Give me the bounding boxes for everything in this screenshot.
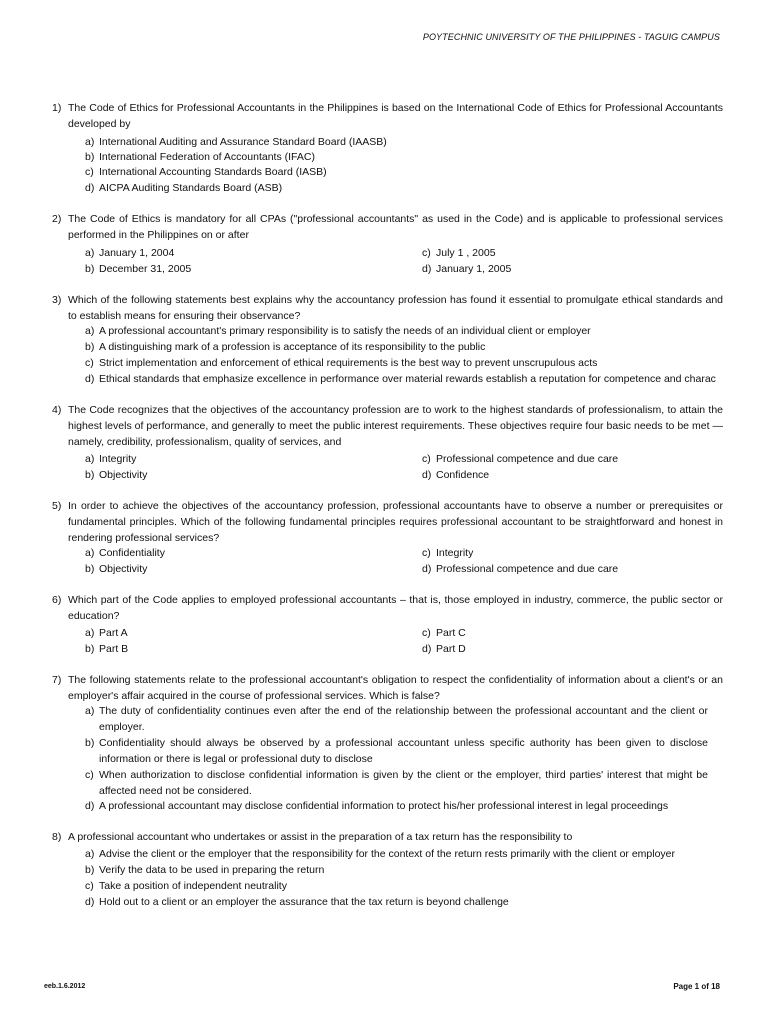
question-stem: The following statements relate to the professional accountant's obligation to respect the confidentiality of information about a client's or an employer's affair acquired in the course of professional services. Which is false? bbox=[68, 674, 723, 702]
question-stem: The Code of Ethics is mandatory for all CPAs ("professional accountants" as used in the Code) and is applicable to professional services performed in the Philippines on or after bbox=[68, 213, 723, 241]
option-8c: c) Take a position of independent neutrality bbox=[85, 880, 287, 892]
option-3a: a) A professional accountant's primary responsibility is to satisfy the needs of an individual client or employer bbox=[85, 325, 591, 337]
option-5c: c) Integrity bbox=[422, 547, 474, 559]
question-number: 8) bbox=[52, 831, 62, 843]
option-3c: c) Strict implementation and enforcement of ethical requirements is the best way to prevent unscrupulous acts bbox=[85, 357, 598, 369]
option-6c: c) Part C bbox=[422, 627, 466, 639]
option-7b: b) Confidentiality should always be observed by a professional accountant unless specific authority has been given to disclose information or there is legal or professional duty to disclose bbox=[85, 737, 708, 765]
option-3d: d) Ethical standards that emphasize excellence in performance over material rewards establish a reputation for competence and charac bbox=[85, 373, 716, 385]
option-8a: a) Advise the client or the employer that the responsibility for the context of the return rests primarily with the client or employer bbox=[85, 848, 676, 860]
question-number: 7) bbox=[52, 674, 62, 686]
question-number: 3) bbox=[52, 294, 62, 306]
question-stem: A professional accountant who undertakes or assist in the preparation of a tax return has the responsibility to bbox=[68, 831, 573, 843]
option-3b: b) A distinguishing mark of a profession is acceptance of its responsibility to the public bbox=[85, 341, 486, 353]
option-2c: c) July 1 , 2005 bbox=[422, 247, 496, 259]
option-6a: a) Part A bbox=[85, 627, 128, 639]
question-number: 1) bbox=[52, 102, 62, 114]
option-2b: b) December 31, 2005 bbox=[85, 263, 192, 275]
page-header-institution: POYTECHNIC UNIVERSITY OF THE PHILIPPINES - TAGUIG CAMPUS bbox=[422, 32, 720, 42]
option-1b: b) International Federation of Accountants (IFAC) bbox=[85, 151, 315, 163]
footer-page-number: Page 1 of 18 bbox=[673, 982, 720, 991]
option-7a: a) The duty of confidentiality continues even after the end of the relationship between the professional accountant and the client or employer. bbox=[85, 705, 708, 733]
question-number: 5) bbox=[52, 500, 62, 512]
option-4a: a) Integrity bbox=[85, 453, 137, 465]
option-1d: d) AICPA Auditing Standards Board (ASB) bbox=[85, 182, 283, 194]
option-7c: c) When authorization to disclose confidential information is given by the client or the employer, third parties' interest that might be affected need not be considered. bbox=[85, 769, 708, 797]
option-2a: a) January 1, 2004 bbox=[85, 247, 175, 259]
footer-document-code: eeb.1.6.2012 bbox=[44, 983, 86, 990]
question-stem: The Code of Ethics for Professional Accountants in the Philippines is based on the International Code of Ethics for Professional Accountants developed by bbox=[68, 102, 723, 130]
question-number: 6) bbox=[52, 594, 62, 606]
question-stem: In order to achieve the objectives of the accountancy profession, professional accountants have to observe a number or prerequisites or fundamental principles. Which of the following fundamental principles requires professional accountant to be straightforward and honest in rendering professional services? bbox=[68, 500, 723, 544]
option-5a: a) Confidentiality bbox=[85, 547, 165, 559]
option-4b: b) Objectivity bbox=[85, 469, 148, 481]
option-4d: d) Confidence bbox=[422, 469, 490, 481]
option-5b: b) Objectivity bbox=[85, 563, 148, 575]
question-number: 2) bbox=[52, 213, 62, 225]
question-stem: Which of the following statements best explains why the accountancy profession has found it essential to promulgate ethical standards and to establish means for ensuring their observance? bbox=[68, 294, 723, 322]
option-8d: d) Hold out to a client or an employer the assurance that the tax return is beyond challenge bbox=[85, 896, 509, 908]
option-5d: d) Professional competence and due care bbox=[422, 563, 619, 575]
option-1c: c) International Accounting Standards Board (IASB) bbox=[85, 166, 327, 178]
option-2d: d) January 1, 2005 bbox=[422, 263, 512, 275]
option-8b: b) Verify the data to be used in preparing the return bbox=[85, 864, 325, 876]
option-4c: c) Professional competence and due care bbox=[422, 453, 619, 465]
question-number: 4) bbox=[52, 404, 62, 416]
question-stem: The Code recognizes that the objectives of the accountancy profession are to work to the highest standards of professionalism, to attain the highest levels of performance, and generally to meet the public interest requirements. These objectives require four basic needs to be met — namely, credibility, professionalism, quality of services, and bbox=[68, 404, 723, 448]
question-stem: Which part of the Code applies to employed professional accountants – that is, those employed in industry, commerce, the public sector or education? bbox=[68, 594, 723, 622]
option-6b: b) Part B bbox=[85, 643, 129, 655]
option-7d: d) A professional accountant may disclose confidential information to protect his/her professional interest in legal proceedings bbox=[85, 800, 669, 812]
option-1a: a) International Auditing and Assurance Standard Board (IAASB) bbox=[85, 136, 387, 148]
option-6d: d) Part D bbox=[422, 643, 466, 655]
